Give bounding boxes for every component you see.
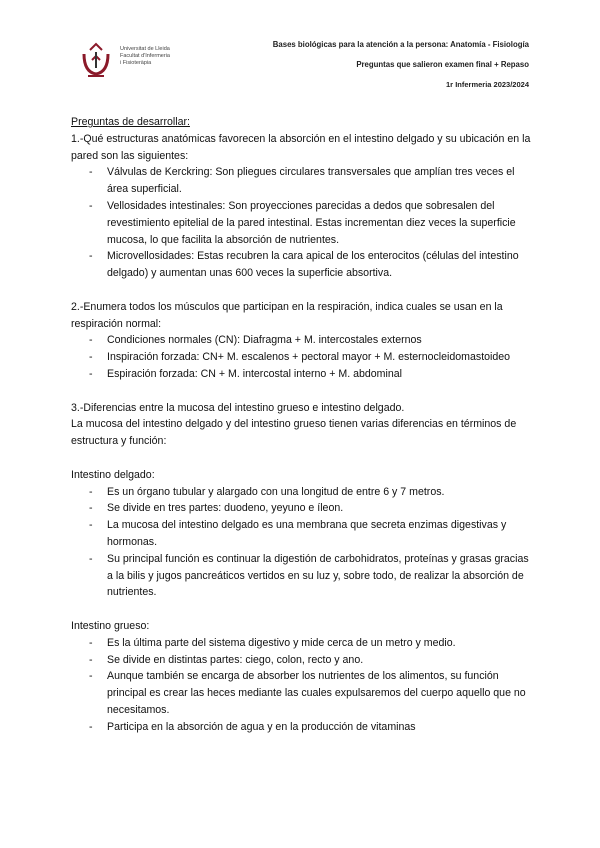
question-2: 2.-Enumera todos los músculos que participan en la respiración, indica cuales se usan en la respiración normal:	[71, 300, 503, 330]
document-body	[71, 114, 533, 735]
logo-line-3: i Fisioteràpia	[120, 60, 152, 66]
university-crest-icon	[76, 40, 116, 80]
list-item: - Inspiración forzada: CN+ M. escalenos + pectoral mayor + M. esternocleidomastoideo	[107, 349, 533, 366]
university-logo	[76, 40, 186, 80]
course-title: Bases biológicas para la atención a la persona: Anatomía - Fisiología	[272, 40, 529, 49]
list-item: - Su principal función es continuar la digestión de carbohidratos, proteínas y grasas gracias a la bilis y jugos pancreáticos vertidos en su luz y, sobre todo, de realizar la absorción de nutrientes.	[107, 551, 533, 601]
section-title: Preguntas de desarrollar:	[71, 116, 190, 128]
logo-text	[120, 46, 170, 67]
list-item: - Microvellosidades: Estas recubren la cara apical de los enterocitos (células del intestino delgado) y aumentan unas 600 veces la superficie absortiva.	[107, 248, 533, 282]
intestino-delgado-title: Intestino delgado:	[71, 468, 155, 481]
list-item: - Se divide en distintas partes: ciego, colon, recto y ano.	[107, 652, 533, 669]
document-header	[273, 38, 529, 98]
list-item: - Aunque también se encarga de absorber los nutrientes de los alimentos, su función principal es crear las heces mediante las cuales expulsaremos del cuerpo aquello que no necesitamos.	[107, 668, 533, 718]
list-item: - Vellosidades intestinales: Son proyecciones parecidas a dedos que sobresalen del revestimiento epitelial de la pared intestinal. Estas incrementan diez veces la superficie mucosa, lo que facilita la absorción de nutrientes.	[107, 198, 533, 248]
question-2-list	[71, 332, 533, 382]
logo-line-2: Facultat d'Infermeria	[120, 53, 170, 59]
list-item: - Condiciones normales (CN): Diafragma + M. intercostales externos	[107, 332, 533, 349]
list-item: - Válvulas de Kerckring: Son pliegues circulares transversales que amplían tres veces el área superficial.	[107, 164, 533, 198]
question-1-list	[71, 164, 533, 282]
question-1: 1.-Qué estructuras anatómicas favorecen la absorción en el intestino delgado y su ubicación en la pared son las siguientes:	[71, 132, 531, 162]
intestino-grueso-title: Intestino grueso:	[71, 619, 150, 632]
intestino-grueso-list	[71, 635, 533, 736]
list-item: - La mucosa del intestino delgado es una membrana que secreta enzimas digestivas y hormonas.	[107, 517, 533, 551]
academic-year: 1r Infermeria 2023/2024	[446, 80, 529, 89]
question-3-intro: La mucosa del intestino delgado y del intestino grueso tienen varias diferencias en términos de estructura y función:	[71, 418, 517, 448]
list-item: - Es la última parte del sistema digestivo y mide cerca de un metro y medio.	[107, 635, 533, 652]
question-3: 3.-Diferencias entre la mucosa del intestino grueso e intestino delgado.	[71, 401, 405, 414]
logo-line-1: Universitat de Lleida	[120, 46, 170, 52]
list-item: - Espiración forzada: CN + M. intercostal interno + M. abdominal	[107, 366, 533, 383]
document-subtitle: Preguntas que salieron examen final + Repaso	[356, 60, 529, 69]
intestino-delgado-list	[71, 484, 533, 602]
list-item: - Participa en la absorción de agua y en la producción de vitaminas	[107, 719, 533, 736]
list-item: - Es un órgano tubular y alargado con una longitud de entre 6 y 7 metros.	[107, 484, 533, 501]
list-item: - Se divide en tres partes: duodeno, yeyuno e íleon.	[107, 500, 533, 517]
